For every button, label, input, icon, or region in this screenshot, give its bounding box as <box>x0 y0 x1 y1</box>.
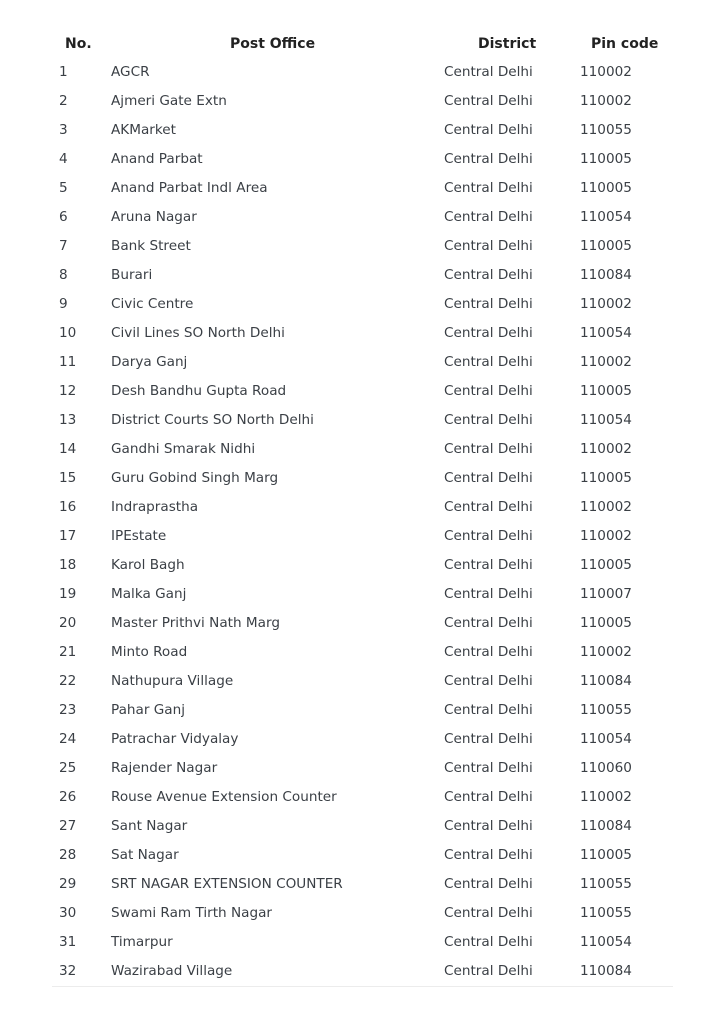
pin-code-cell: 110054 <box>580 325 632 341</box>
row-number-cell: 25 <box>59 760 77 776</box>
table-row <box>52 899 673 928</box>
post-office-cell: Gandhi Smarak Nidhi <box>111 441 256 457</box>
district-cell: Central Delhi <box>444 673 533 689</box>
district-cell: Central Delhi <box>444 325 533 341</box>
row-number-cell: 20 <box>59 615 77 631</box>
post-office-cell: Ajmeri Gate Extn <box>111 93 227 109</box>
table-row <box>52 203 673 232</box>
post-office-cell: Pahar Ganj <box>111 702 186 718</box>
row-number-cell: 31 <box>59 934 77 950</box>
pin-code-cell: 110002 <box>580 528 632 544</box>
table-row <box>52 493 673 522</box>
post-office-table <box>52 30 673 986</box>
pin-code-cell: 110002 <box>580 354 632 370</box>
table-row <box>52 145 673 174</box>
row-number-cell: 13 <box>59 412 77 428</box>
post-office-cell: Minto Road <box>111 644 188 660</box>
table-row <box>52 232 673 261</box>
table-row <box>52 812 673 841</box>
table-row <box>52 870 673 899</box>
row-number-cell: 10 <box>59 325 77 341</box>
post-office-cell: Sant Nagar <box>111 818 188 834</box>
pin-code-cell: 110055 <box>580 702 632 718</box>
row-number-cell: 5 <box>59 180 68 196</box>
district-cell: Central Delhi <box>444 180 533 196</box>
table-row <box>52 290 673 319</box>
row-number-cell: 2 <box>59 93 68 109</box>
post-office-cell: Wazirabad Village <box>111 963 233 979</box>
table-row <box>52 174 673 203</box>
district-cell: Central Delhi <box>444 528 533 544</box>
table-row <box>52 696 673 725</box>
pin-code-cell: 110084 <box>580 818 632 834</box>
table-row <box>52 609 673 638</box>
district-cell: Central Delhi <box>444 151 533 167</box>
district-cell: Central Delhi <box>444 934 533 950</box>
row-number-cell: 8 <box>59 267 68 283</box>
row-number-cell: 4 <box>59 151 68 167</box>
row-number-cell: 3 <box>59 122 68 138</box>
table-header <box>52 30 673 58</box>
pin-code-cell: 110005 <box>580 383 632 399</box>
table-body <box>52 58 673 986</box>
post-office-cell: Sat Nagar <box>111 847 179 863</box>
table-row <box>52 58 673 87</box>
district-cell: Central Delhi <box>444 702 533 718</box>
table-row <box>52 377 673 406</box>
district-cell: Central Delhi <box>444 296 533 312</box>
pin-code-cell: 110002 <box>580 644 632 660</box>
post-office-cell: SRT NAGAR EXTENSION COUNTER <box>111 876 343 892</box>
row-number-cell: 30 <box>59 905 77 921</box>
row-number-cell: 6 <box>59 209 68 225</box>
pin-code-cell: 110060 <box>580 760 632 776</box>
pin-code-cell: 110055 <box>580 122 632 138</box>
table-row <box>52 957 673 986</box>
district-cell: Central Delhi <box>444 441 533 457</box>
post-office-cell: Rouse Avenue Extension Counter <box>111 789 337 805</box>
post-office-cell: Anand Parbat Indl Area <box>111 180 268 196</box>
post-office-cell: Patrachar Vidyalay <box>111 731 239 747</box>
pin-code-cell: 110084 <box>580 673 632 689</box>
district-cell: Central Delhi <box>444 818 533 834</box>
pin-code-cell: 110084 <box>580 267 632 283</box>
pin-code-cell: 110007 <box>580 586 632 602</box>
post-office-cell: Indraprastha <box>111 499 199 515</box>
district-cell: Central Delhi <box>444 470 533 486</box>
pin-code-cell: 110054 <box>580 209 632 225</box>
table-bottom-border <box>52 986 673 987</box>
post-office-cell: Rajender Nagar <box>111 760 218 776</box>
district-cell: Central Delhi <box>444 354 533 370</box>
table-row <box>52 522 673 551</box>
table-row <box>52 464 673 493</box>
row-number-cell: 23 <box>59 702 77 718</box>
table-row <box>52 725 673 754</box>
district-cell: Central Delhi <box>444 93 533 109</box>
table-row <box>52 580 673 609</box>
row-number-cell: 19 <box>59 586 77 602</box>
post-office-cell: Bank Street <box>111 238 191 254</box>
row-number-cell: 21 <box>59 644 77 660</box>
pin-code-cell: 110005 <box>580 151 632 167</box>
table-row <box>52 551 673 580</box>
district-cell: Central Delhi <box>444 731 533 747</box>
post-office-cell: Darya Ganj <box>111 354 188 370</box>
table-row <box>52 261 673 290</box>
district-cell: Central Delhi <box>444 557 533 573</box>
post-office-cell: Civil Lines SO North Delhi <box>111 325 285 341</box>
row-number-cell: 9 <box>59 296 68 312</box>
district-cell: Central Delhi <box>444 383 533 399</box>
pin-code-cell: 110002 <box>580 499 632 515</box>
row-number-cell: 11 <box>59 354 77 370</box>
table-row <box>52 783 673 812</box>
post-office-cell: Anand Parbat <box>111 151 203 167</box>
pin-code-cell: 110005 <box>580 557 632 573</box>
row-number-cell: 7 <box>59 238 68 254</box>
post-office-cell: Civic Centre <box>111 296 194 312</box>
district-cell: Central Delhi <box>444 963 533 979</box>
district-cell: Central Delhi <box>444 876 533 892</box>
pin-code-cell: 110005 <box>580 470 632 486</box>
row-number-cell: 24 <box>59 731 77 747</box>
post-office-cell: Timarpur <box>111 934 173 950</box>
table-row <box>52 435 673 464</box>
table-row <box>52 754 673 783</box>
district-cell: Central Delhi <box>444 267 533 283</box>
table-row <box>52 667 673 696</box>
district-cell: Central Delhi <box>444 760 533 776</box>
post-office-cell: Swami Ram Tirth Nagar <box>111 905 273 921</box>
post-office-cell: Aruna Nagar <box>111 209 197 225</box>
table-row <box>52 928 673 957</box>
pin-code-cell: 110002 <box>580 64 632 80</box>
post-office-cell: AGCR <box>111 64 150 80</box>
pin-code-cell: 110002 <box>580 93 632 109</box>
table-row <box>52 87 673 116</box>
pin-code-cell: 110005 <box>580 238 632 254</box>
post-office-cell: Burari <box>111 267 153 283</box>
header-no: No. <box>65 36 92 52</box>
post-office-cell: IPEstate <box>111 528 167 544</box>
row-number-cell: 27 <box>59 818 77 834</box>
row-number-cell: 26 <box>59 789 77 805</box>
row-number-cell: 29 <box>59 876 77 892</box>
header-pin-code: Pin code <box>591 36 659 52</box>
district-cell: Central Delhi <box>444 64 533 80</box>
post-office-cell: Karol Bagh <box>111 557 185 573</box>
row-number-cell: 14 <box>59 441 77 457</box>
row-number-cell: 16 <box>59 499 77 515</box>
pin-code-cell: 110002 <box>580 441 632 457</box>
row-number-cell: 32 <box>59 963 77 979</box>
post-office-cell: Nathupura Village <box>111 673 234 689</box>
table-row <box>52 116 673 145</box>
post-office-cell: Master Prithvi Nath Marg <box>111 615 280 631</box>
pin-code-cell: 110002 <box>580 789 632 805</box>
row-number-cell: 12 <box>59 383 77 399</box>
district-cell: Central Delhi <box>444 615 533 631</box>
pin-code-cell: 110055 <box>580 905 632 921</box>
pin-code-cell: 110005 <box>580 180 632 196</box>
table-row <box>52 406 673 435</box>
row-number-cell: 15 <box>59 470 77 486</box>
row-number-cell: 28 <box>59 847 77 863</box>
table-row <box>52 319 673 348</box>
header-post-office: Post Office <box>230 36 316 52</box>
district-cell: Central Delhi <box>444 238 533 254</box>
pin-code-cell: 110005 <box>580 615 632 631</box>
pin-code-cell: 110054 <box>580 412 632 428</box>
pin-code-cell: 110054 <box>580 731 632 747</box>
row-number-cell: 18 <box>59 557 77 573</box>
pin-code-cell: 110005 <box>580 847 632 863</box>
header-district: District <box>478 36 537 52</box>
pin-code-cell: 110002 <box>580 296 632 312</box>
district-cell: Central Delhi <box>444 789 533 805</box>
district-cell: Central Delhi <box>444 122 533 138</box>
post-office-cell: Malka Ganj <box>111 586 187 602</box>
pin-code-cell: 110054 <box>580 934 632 950</box>
post-office-cell: District Courts SO North Delhi <box>111 412 314 428</box>
district-cell: Central Delhi <box>444 586 533 602</box>
pin-code-cell: 110084 <box>580 963 632 979</box>
row-number-cell: 22 <box>59 673 77 689</box>
post-office-cell: AKMarket <box>111 122 176 138</box>
post-office-cell: Desh Bandhu Gupta Road <box>111 383 287 399</box>
row-number-cell: 1 <box>59 64 68 80</box>
district-cell: Central Delhi <box>444 412 533 428</box>
post-office-cell: Guru Gobind Singh Marg <box>111 470 279 486</box>
row-number-cell: 17 <box>59 528 77 544</box>
table-row <box>52 638 673 667</box>
district-cell: Central Delhi <box>444 499 533 515</box>
district-cell: Central Delhi <box>444 209 533 225</box>
table-row <box>52 348 673 377</box>
district-cell: Central Delhi <box>444 644 533 660</box>
district-cell: Central Delhi <box>444 905 533 921</box>
pin-code-cell: 110055 <box>580 876 632 892</box>
district-cell: Central Delhi <box>444 847 533 863</box>
table-row <box>52 841 673 870</box>
